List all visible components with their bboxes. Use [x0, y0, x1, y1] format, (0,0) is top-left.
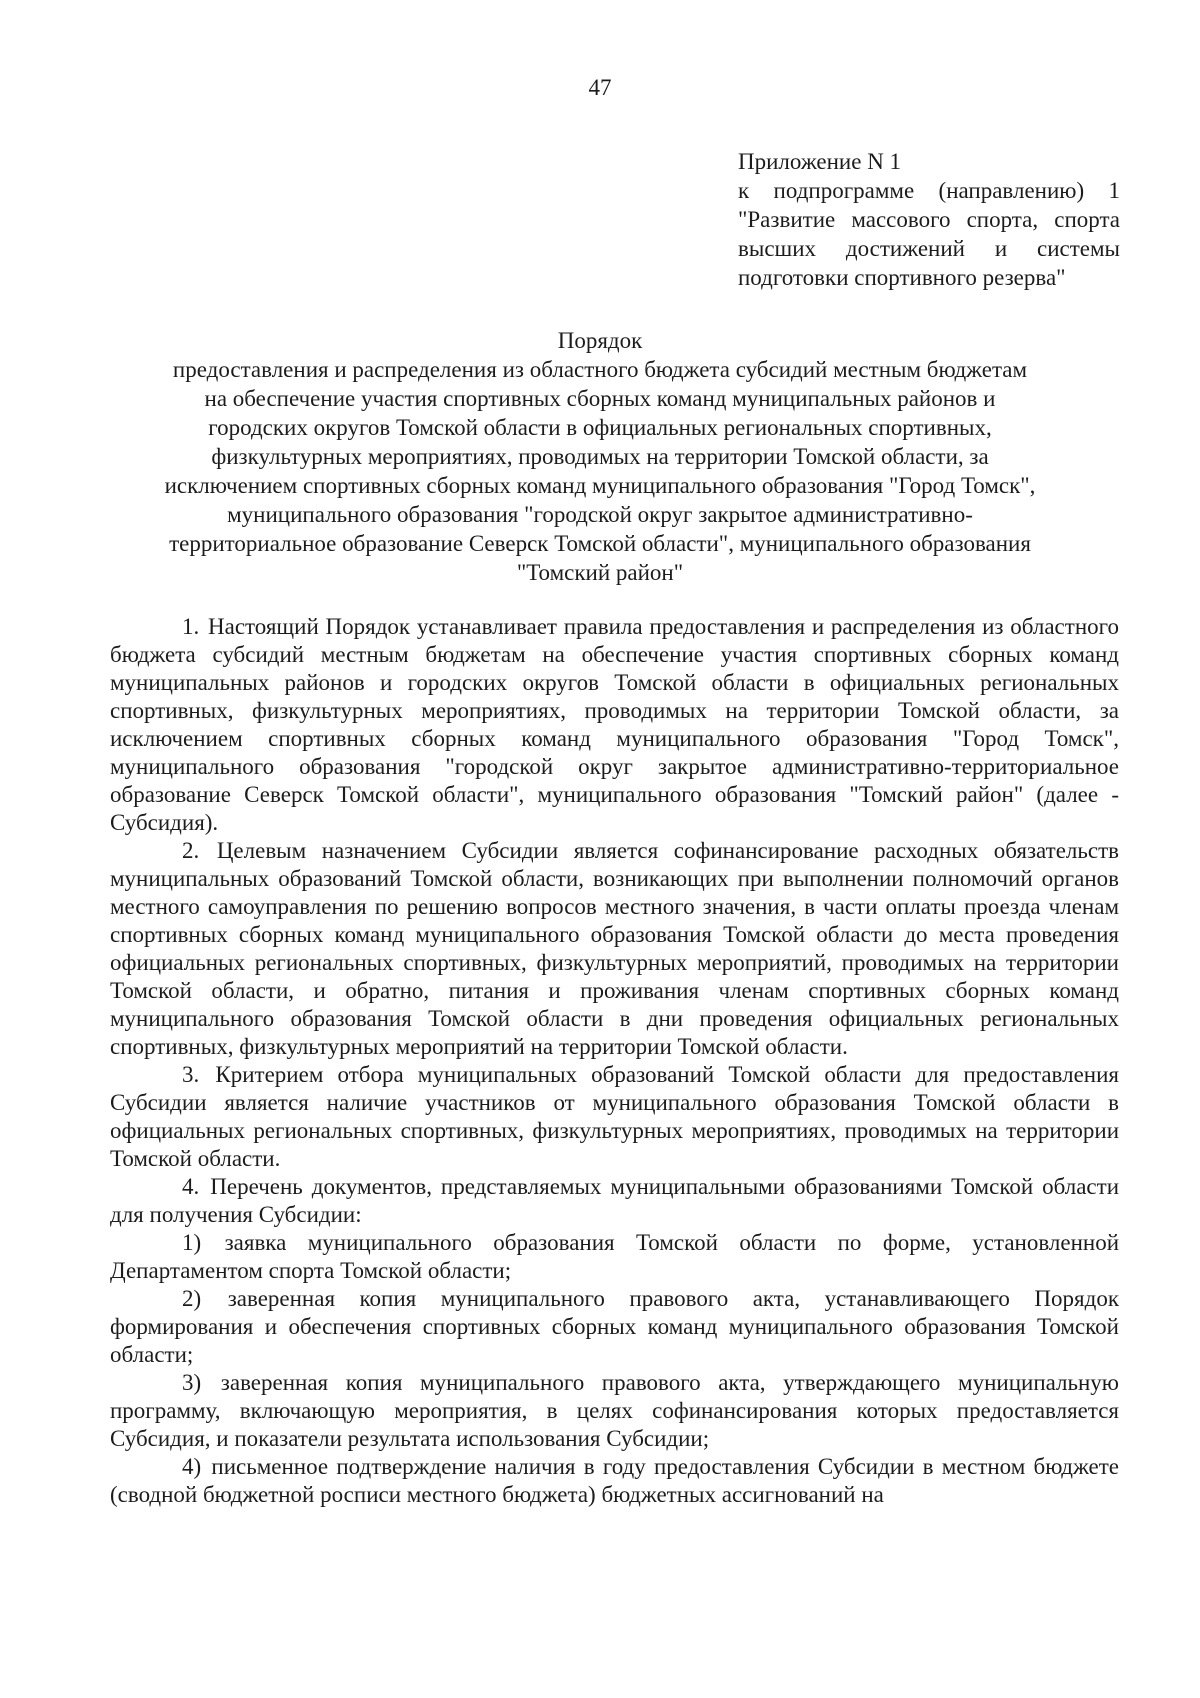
paragraph-number: 1.	[182, 614, 200, 639]
list-item-number: 4)	[182, 1454, 202, 1479]
list-item-2	[110, 1285, 1119, 1369]
title-heading: Порядок	[557, 328, 643, 353]
document-body	[110, 613, 1119, 1509]
paragraph-text: Перечень документов, представляемых муниципальными образованиями Томской области для получения Субсидии:	[110, 1174, 1119, 1227]
list-item-text: заявка муниципального образования Томской области по форме, установленной Департаментом спорта Томской области;	[110, 1230, 1120, 1283]
list-item-text: письменное подтверждение наличия в году предоставления Субсидии в местном бюджете (сводной бюджетной росписи местного бюджета) бюджетных ассигнований на	[110, 1454, 1120, 1507]
appendix-header	[738, 147, 1120, 292]
list-item-number: 1)	[182, 1230, 202, 1255]
title-line: физкультурных мероприятиях, проводимых на территории Томской области, за	[211, 444, 989, 469]
list-item-4	[110, 1453, 1119, 1509]
appendix-line: к подпрограмме (направлению) 1	[738, 178, 1120, 203]
list-item-number: 3)	[182, 1370, 202, 1395]
paragraph-2	[110, 837, 1119, 1061]
appendix-line: подготовки спортивного резерва"	[738, 265, 1066, 290]
title-line: на обеспечение участия спортивных сборных команд муниципальных районов и	[204, 386, 996, 411]
title-line: "Томский район"	[516, 560, 684, 585]
title-line: муниципального образования "городской округ закрытое административно-	[227, 502, 973, 527]
list-item-1	[110, 1229, 1119, 1285]
list-item-text: заверенная копия муниципального правового акта, утверждающего муниципальную программу, включающую мероприятия, в целях софинансирования которых предоставляется Субсидия, и показатели результата использования Субсидии;	[110, 1370, 1119, 1451]
paragraph-1	[110, 613, 1119, 837]
paragraph-4	[110, 1173, 1119, 1229]
paragraph-number: 4.	[182, 1174, 200, 1199]
list-item-3	[110, 1369, 1119, 1453]
document-title	[100, 326, 1100, 587]
title-line: предоставления и распределения из областного бюджета субсидий местным бюджетам	[172, 357, 1028, 382]
paragraph-text: Целевым назначением Субсидии является софинансирование расходных обязательств муниципальных образований Томской области, возникающих при выполнении полномочий органов местного самоуправления по решению вопросов местного значения, в части оплаты проезда членам спортивных сборных команд муниципального образования Томской области до места проведения официальных региональных спортивных, физкультурных мероприятий, проводимых на территории Томской области, и обратно, питания и проживания членам спортивных сборных команд муниципального образования Томской области в дни проведения официальных региональных спортивных, физкультурных мероприятий на территории Томской области.	[110, 838, 1120, 1059]
paragraph-text: Критерием отбора муниципальных образований Томской области для предоставления Субсидии является наличие участников от муниципального образования Томской области в официальных региональных спортивных, физкультурных мероприятиях, проводимых на территории Томской области.	[110, 1062, 1120, 1171]
appendix-line: высших достижений и системы	[738, 236, 1120, 261]
appendix-line: "Развитие массового спорта, спорта	[738, 207, 1120, 232]
appendix-line: Приложение N 1	[738, 149, 902, 174]
title-line: исключением спортивных сборных команд муниципального образования "Город Томск",	[164, 473, 1036, 498]
list-item-number: 2)	[182, 1286, 202, 1311]
title-line: городских округов Томской области в официальных региональных спортивных,	[208, 415, 992, 440]
list-item-text: заверенная копия муниципального правового акта, устанавливающего Порядок формирования и обеспечения спортивных сборных команд муниципального образования Томской области;	[110, 1286, 1119, 1367]
title-line: территориальное образование Северск Томской области", муниципального образования	[169, 531, 1031, 556]
paragraph-number: 3.	[182, 1062, 200, 1087]
paragraph-3	[110, 1061, 1119, 1173]
page-number: 47	[588, 75, 612, 100]
paragraph-number: 2.	[182, 838, 200, 863]
paragraph-text: Настоящий Порядок устанавливает правила предоставления и распределения из областного бюджета субсидий местным бюджетам на обеспечение участия спортивных сборных команд муниципальных районов и городских округов Томской области в официальных региональных спортивных, физкультурных мероприятиях, проводимых на территории Томской области, за исключением спортивных сборных команд муниципального образования "Город Томск", муниципального образования "городской округ закрытое административно-территориальное образование Северск Томской области", муниципального образования "Томский район" (далее - Субсидия).	[110, 614, 1119, 835]
